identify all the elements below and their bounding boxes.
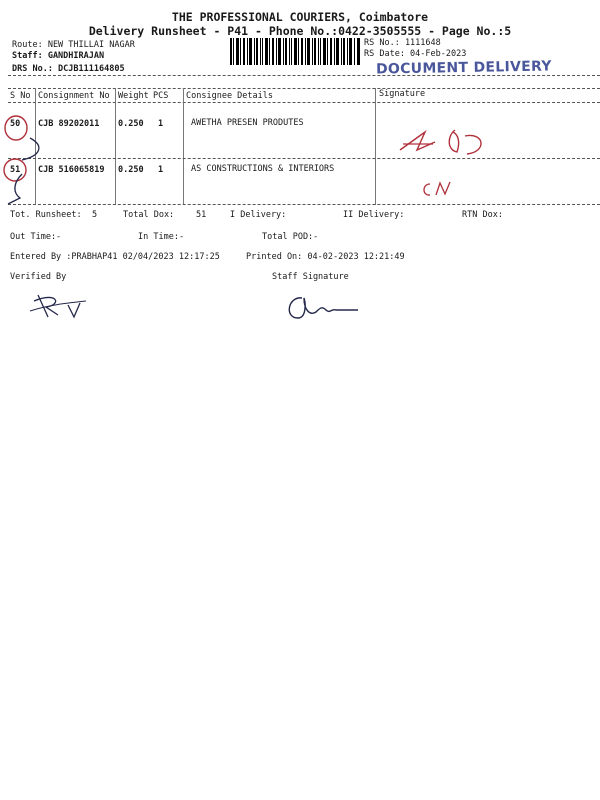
row-1-consignment: CJB 89202011	[38, 119, 100, 129]
in-time: In Time:-	[138, 232, 185, 242]
table-header-top-rule	[8, 88, 600, 89]
table-bottom-rule	[8, 204, 600, 205]
entered-by: Entered By :PRABHAP41 02/04/2023 12:17:25	[10, 252, 220, 262]
verified-by-label: Verified By	[10, 272, 67, 282]
total-dox-value: 51	[196, 210, 207, 220]
verified-signature	[28, 285, 88, 325]
col-signature: Signature	[379, 89, 426, 99]
row-2-weight: 0.250	[118, 165, 144, 175]
table-top-rule	[8, 75, 600, 76]
col-pcs: PCS	[153, 91, 169, 101]
tot-runsheet-label: Tot. Runsheet:	[10, 210, 82, 220]
row-1-pcs: 1	[158, 119, 164, 129]
row-1-sno: 50	[10, 119, 21, 129]
document-delivery-stamp: DOCUMENT DELIVERY	[375, 58, 552, 78]
total-dox-label: Total Dox:	[123, 210, 175, 220]
staff-label: Staff: GANDHIRAJAN	[12, 51, 105, 61]
row-2-sno: 51	[10, 165, 21, 175]
ii-delivery-label: II Delivery:	[343, 210, 405, 220]
total-pod: Total POD:-	[262, 232, 319, 242]
signature-row-2	[418, 178, 458, 200]
table-header-bottom-rule	[8, 102, 600, 103]
i-delivery-label: I Delivery:	[230, 210, 287, 220]
tot-runsheet-value: 5	[92, 210, 98, 220]
staff-signature-label: Staff Signature	[272, 272, 349, 282]
rtn-dox-label: RTN Dox:	[462, 210, 503, 220]
col-weight: Weight	[118, 91, 149, 101]
row-2-consignment: CJB 516065819	[38, 165, 105, 175]
company-title: THE PROFESSIONAL COURIERS, Coimbatore	[171, 10, 429, 24]
row-2-consignee: AS CONSTRUCTIONS & INTERIORS	[191, 164, 335, 174]
row-divider	[8, 158, 600, 159]
row-1-consignee: AWETHA PRESEN PRODUTES	[191, 118, 304, 128]
rs-date: RS Date: 04-Feb-2023	[364, 49, 467, 59]
rs-number: RS No.: 1111648	[364, 38, 441, 48]
runsheet-title: Delivery Runsheet - P41 - Phone No.:0422-3505555 - Page No.:5	[88, 24, 512, 38]
out-time: Out Time:-	[10, 232, 62, 242]
staff-signature	[282, 290, 362, 324]
row-1-weight: 0.250	[118, 119, 144, 129]
col-consignee: Consignee Details	[186, 91, 273, 101]
sno-circle-marks	[0, 108, 60, 208]
row-2-pcs: 1	[158, 165, 164, 175]
signature-row-1	[395, 122, 505, 162]
barcode	[230, 38, 360, 65]
drs-number: DRS No.: DCJB111164805	[12, 64, 125, 74]
col-consignment: Consignment No	[38, 91, 110, 101]
route-label: Route: NEW THILLAI NAGAR	[12, 40, 135, 50]
col-sno: S No	[10, 91, 31, 101]
printed-on: Printed On: 04-02-2023 12:21:49	[246, 252, 405, 262]
